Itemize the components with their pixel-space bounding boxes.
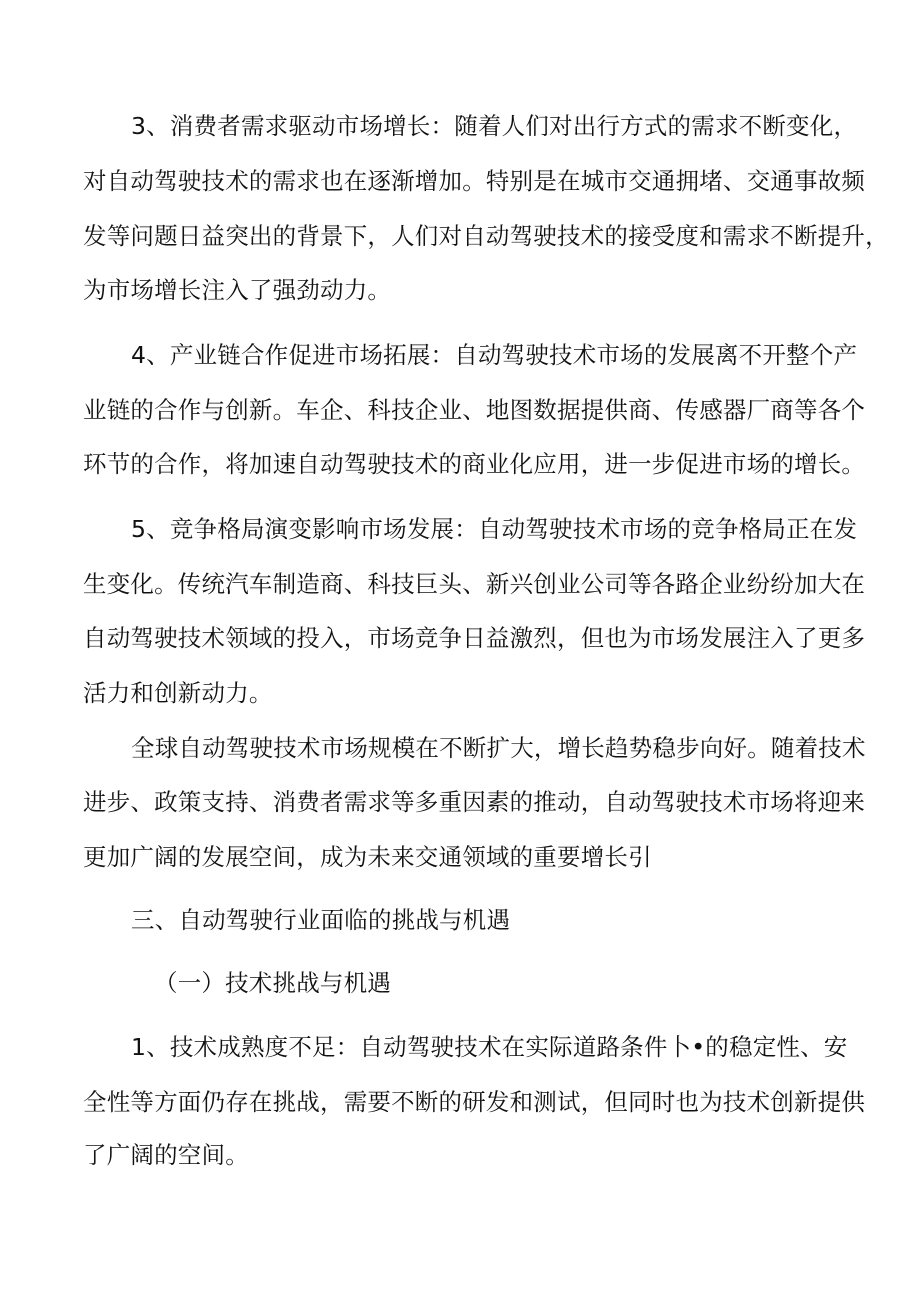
- paragraph-3-line-1: 3、消费者需求驱动市场增长：随着人们对出行方式的需求不断变化，: [131, 112, 858, 140]
- paragraph-4-line-1: 4、产业链合作促进市场拓展：自动驾驶技术市场的发展离不开整个产: [131, 341, 858, 369]
- summary-line-1: 全球自动驾驶技术市场规模在不断扩大，增长趋势稳步向好。随着技术: [131, 734, 866, 762]
- paragraph-5-line-2: 生变化。传统汽车制造商、科技巨头、新兴创业公司等各路企业纷纷加大在: [83, 570, 866, 598]
- challenge-1-line-3: 了广阔的空间。: [83, 1141, 249, 1169]
- paragraph-5-line-4: 活力和创新动力。: [83, 679, 273, 707]
- summary-line-3: 更加广阔的发展空间，成为未来交通领域的重要增长引: [83, 843, 652, 871]
- paragraph-5-line-1: 5、竞争格局演变影响市场发展：自动驾驶技术市场的竞争格局正在发: [131, 515, 858, 543]
- paragraph-4-line-2: 业链的合作与创新。车企、科技企业、地图数据提供商、传感器厂商等各个: [83, 396, 866, 424]
- paragraph-3-line-4: 为市场增长注入了强劲动力。: [83, 276, 392, 304]
- paragraph-3-line-2: 对自动驾驶技术的需求也在逐渐增加。特别是在城市交通拥堵、交通事故频: [83, 167, 866, 195]
- paragraph-3-line-3: 发等问题日益突出的背景下，人们对自动驾驶技术的接受度和需求不断提升，: [83, 222, 889, 250]
- challenge-1-line-2: 全性等方面仍存在挑战，需要不断的研发和测试，但同时也为技术创新提供: [83, 1088, 866, 1116]
- paragraph-5-line-3: 自动驾驶技术领域的投入，市场竞争日益激烈，但也为市场发展注入了更多: [83, 624, 866, 652]
- summary-line-2: 进步、政策支持、消费者需求等多重因素的推动，自动驾驶技术市场将迎来: [83, 788, 866, 816]
- subsection-heading: （一）技术挑战与机遇: [154, 969, 391, 997]
- paragraph-4-line-3: 环节的合作，将加速自动驾驶技术的商业化应用，进一步促进市场的增长。: [83, 450, 866, 478]
- challenge-1-line-1: 1、技术成熟度不足：自动驾驶技术在实际道路条件卜•的稳定性、安: [131, 1033, 848, 1061]
- section-heading: 三、自动驾驶行业面临的挑战与机遇: [131, 906, 511, 934]
